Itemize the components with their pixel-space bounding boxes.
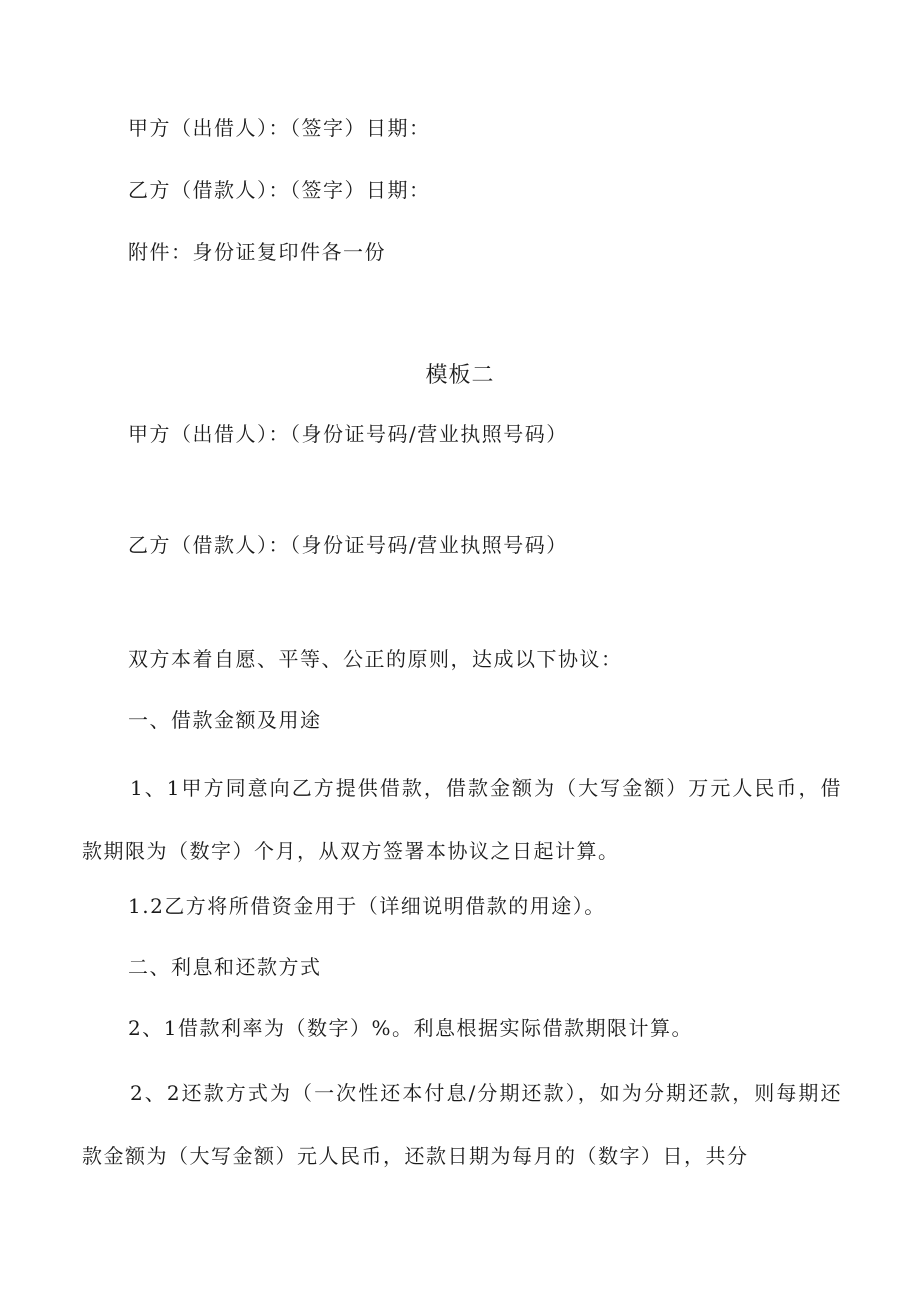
page-title: 模板二 (425, 363, 495, 388)
section-two-title: 二、利息和还款方式 (128, 955, 322, 979)
signature-party-b: 乙方（借款人）：（签字）日期： (128, 178, 431, 202)
clause-1-2: 1.2乙方将所借资金用于（详细说明借款的用途）。 (128, 894, 606, 918)
clause-2-1: 2、1借款利率为（数字）%。利息根据实际借款期限计算。 (128, 1016, 693, 1040)
attachment-note: 附件：身份证复印件各一份 (128, 240, 386, 264)
clause-1-1: 1、1甲方同意向乙方提供借款，借款金额为（大写金额）万元人民币，借款期限为（数字）个月，从双方签署本协议之日起计算。 (82, 776, 842, 863)
template-party-b: 乙方（借款人）：（身份证号码/营业执照号码） (128, 533, 568, 557)
section-one-title: 一、借款金额及用途 (128, 708, 322, 732)
agreement-preamble: 双方本着自愿、平等、公正的原则，达成以下协议： (128, 647, 623, 671)
clause-2-2: 2、2还款方式为（一次性还本付息/分期还款），如为分期还款，则每期还款金额为（大写金额）元人民币，还款日期为每月的（数字）日，共分 (82, 1081, 842, 1168)
template-party-a: 甲方（出借人）：（身份证号码/营业执照号码） (128, 422, 568, 446)
signature-party-a: 甲方（出借人）：（签字）日期： (128, 116, 431, 140)
